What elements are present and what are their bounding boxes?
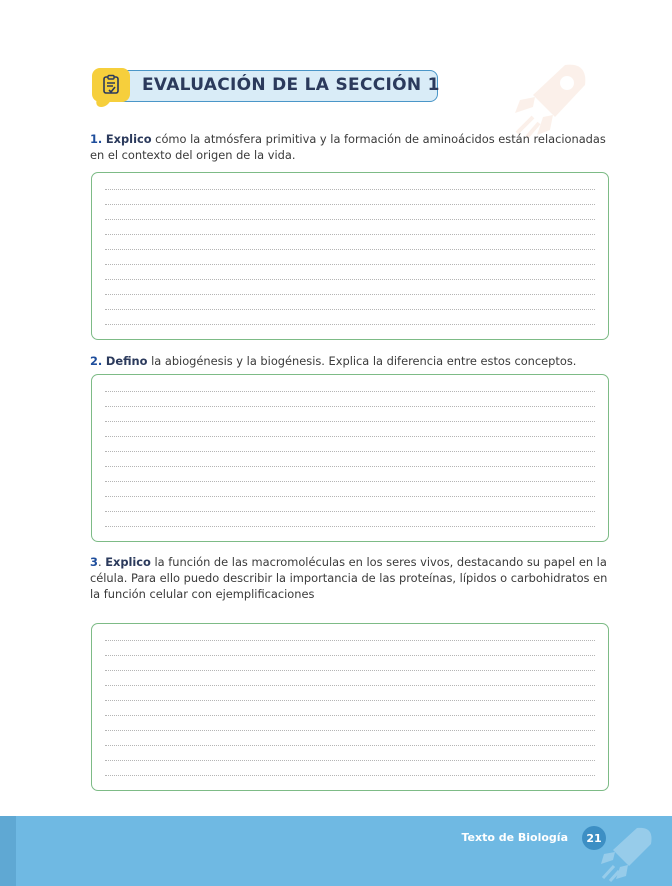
question-verb: Explico: [105, 132, 152, 146]
book-title: Texto de Biología: [461, 831, 568, 844]
question-number: 3: [90, 555, 98, 569]
question-number-separator: .: [97, 555, 106, 569]
question-1: [90, 131, 615, 163]
section-header: [92, 68, 438, 103]
section-title: EVALUACIÓN DE LA SECCIÓN 1: [142, 75, 440, 95]
question-number: 1.: [90, 132, 103, 146]
question-text: la función de las macromoléculas en los seres vivos, destacando su papel en la célula. Para ello puedo describir la importancia de las proteínas, lípidos o carbohidratos en la función celular con ejemplificaciones: [90, 555, 608, 601]
question-text: cómo la atmósfera primitiva y la formación de aminoácidos están relacionadas en el contexto del origen de la vida.: [90, 132, 606, 162]
question-2: [90, 353, 615, 369]
answer-box-2[interactable]: [91, 374, 609, 542]
page-footer: [0, 816, 672, 886]
answer-box-3[interactable]: [91, 623, 609, 791]
question-3: [90, 554, 615, 602]
answer-box-1[interactable]: [91, 172, 609, 340]
page-number: 21: [582, 826, 606, 850]
question-number: 2.: [90, 354, 103, 368]
question-verb: Explico: [105, 555, 151, 569]
footer-fold: [0, 816, 16, 886]
clipboard-check-icon: [92, 68, 130, 102]
question-text: la abiogénesis y la biogénesis. Explica la diferencia entre estos conceptos.: [147, 354, 577, 368]
question-verb: Defino: [105, 354, 148, 368]
